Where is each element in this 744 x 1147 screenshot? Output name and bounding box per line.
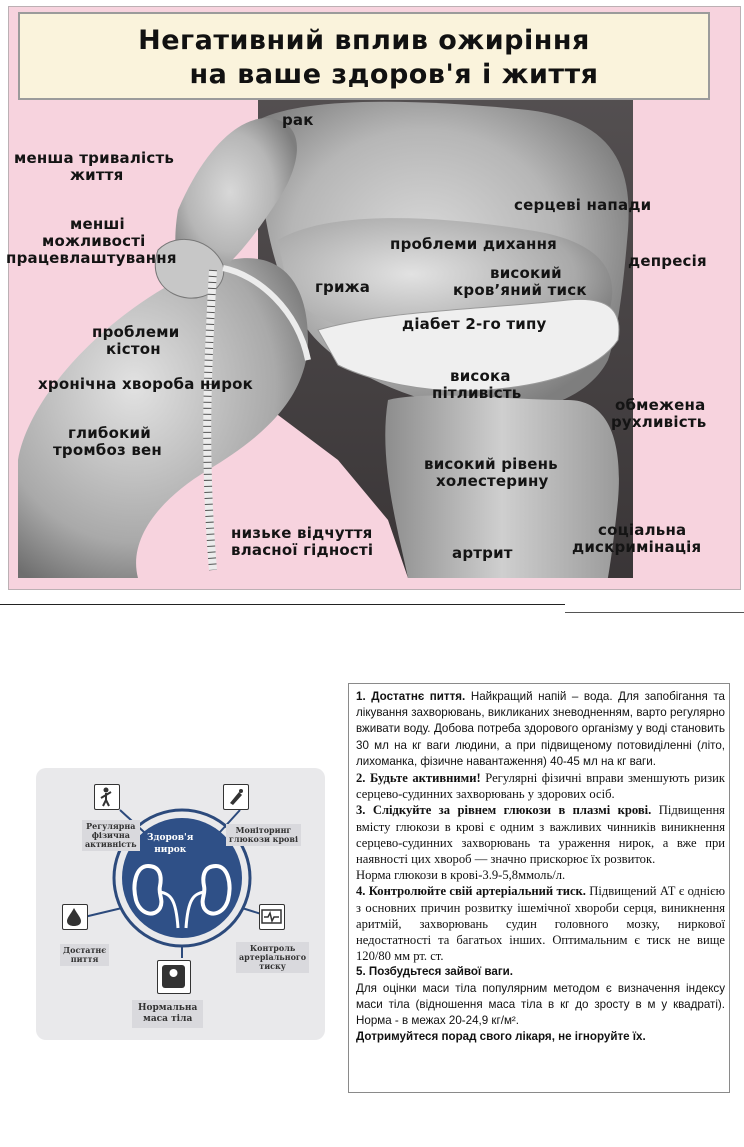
poster-title-line-2: на ваше здоров'я і життя [189,59,599,90]
label-bones-1: проблеми [92,323,180,341]
label-mobility-2: рухливість [611,413,707,431]
label-diabetes: діабет 2-го типу [402,315,547,333]
tip-5-heading: 5. Позбудьтеся зайвої ваги. [356,965,513,979]
glucose-meter-icon [223,784,249,810]
water-drop-icon [62,904,88,930]
center-label-2: нирок [154,845,187,855]
tip-2 [356,770,725,802]
tip-3-heading: 3. Слідкуйте за рівнем глюкози в плазмі крові. [356,803,652,818]
label-kidney-disease: хронічна хвороба нирок [38,375,254,393]
label-breathing: проблеми дихання [390,235,558,253]
label-cancer: рак [282,111,314,129]
label-cholesterol-2: холестерину [436,472,549,490]
tip-1 [356,689,725,770]
divider-line-right [565,612,744,613]
tip-4-body: Підвищений АТ є однією з основних причин розвитку ішемічної хвороби серця, виникнення аритмій, захворювань судин головного мозку, ниркової недостатності та багатьох інших. Оптимальним є тиск не вище 120/80 мм рт. ст. [356,884,725,964]
weight-label-1: Нормальна [138,1003,198,1013]
doctor-advice-text: Дотримуйтеся порад свого лікаря, не ігноруйте їх. [356,1030,646,1044]
tip-3 [356,802,725,867]
glucose-label-2: глюкози крові [229,834,298,844]
pressure-label-2: артеріального [239,952,307,962]
glucose-label-1: Моніторинг [235,825,292,835]
weight-label [132,1000,203,1028]
weight-label-2: маса тіла [143,1014,193,1024]
tip-2-body: Регулярні фізичні вправи зменшують ризик серцево-судинних захворювань у здорових осіб. [356,771,725,802]
label-depression: депресія [628,252,707,270]
label-arthritis: артрит [452,544,513,562]
tip-4 [356,883,725,964]
label-bones-2: кістон [106,340,161,358]
tip-5-body: Для оцінки маси тіла популярним методом є визначення індексу маси тіла (відношення маса тіла в кг до зросту в м у квадраті). Норма - в межах 20-24,9 кг/м². [356,981,725,1028]
tip-3-body: Підвищення вмісту глюкози в крові є одним з важливих чинників виникнення серцево-судинних захворювань та ураження нирок, а вже при наявності цих хвороб — значно прискорює їх розвиток. [356,803,725,867]
label-discrimination-1: соціальна [598,521,687,539]
label-cholesterol-1: високий рівень [424,455,558,473]
label-discrimination-2: дискримінація [572,538,702,556]
glucose-label [226,824,301,846]
label-heart-attacks: серцеві напади [514,196,652,214]
divider-line [0,604,565,605]
poster-title-line-1: Негативний вплив ожиріння [138,25,590,56]
pressure-label-1: Контроль [249,943,296,953]
pressure-label [236,942,309,973]
poster-title-box [18,12,710,100]
label-high-bp-2: кров’яний тиск [453,281,587,299]
glucose-norm: Норма глюкози в крові-3.9-5,8ммоль/л. [356,868,566,883]
water-label [60,944,109,966]
label-high-bp-1: високий [490,264,562,282]
tip-1-body: Найкращий напій – вода. Для запобігання та лікування захворювань, викликаних зневодненням, варто регулярно вживати воду. Добова потреба здорового організму у воді становить 30 мл на кг ваги людини, а при підвищеному потовиділенні (літо, лихоманка, фізичне навантаження) 40-45 мл на кг ваги. [356,690,725,768]
water-label-2: пиття [70,954,99,964]
tip-4-heading: 4. Контролюйте свій артеріальний тиск. [356,884,586,899]
label-hernia: грижа [315,278,371,296]
water-label-1: Достатнє [63,945,107,955]
label-self-esteem-2: власної гідності [231,541,374,559]
scale-icon [157,960,191,994]
activity-label-1: Регулярна [86,821,136,831]
activity-label-3: активність [85,839,137,849]
exercise-icon [94,784,120,810]
tip-1-heading: 1. Достатнє пиття. [356,690,466,703]
label-shorter-life-2: життя [70,166,124,184]
doctor-advice [356,1029,725,1045]
label-employment-2: можливості [42,232,146,250]
pressure-label-3: тиску [259,961,286,971]
label-sweating-1: висока [450,367,511,385]
activity-label [82,820,140,851]
label-employment-3: працевлаштування [6,249,177,267]
tip-5-heading-line [356,964,725,980]
label-shorter-life-1: менша тривалість [14,149,175,167]
label-mobility-1: обмежена [615,396,706,414]
tip-2-heading: 2. Будьте активними! [356,771,481,786]
activity-label-2: фізична [91,830,130,840]
heart-monitor-icon [259,904,285,930]
center-label-1: Здоров'я [147,833,194,843]
health-tips-text-box [348,683,730,1093]
center-label [144,830,196,858]
kidney-health-infographic [36,768,325,1040]
label-sweating-2: пітливість [432,384,522,402]
label-self-esteem-1: низьке відчуття [231,524,373,542]
label-thrombosis-2: тромбоз вен [53,441,162,459]
label-thrombosis-1: глибокий [68,424,151,442]
label-employment-1: менші [70,215,125,233]
